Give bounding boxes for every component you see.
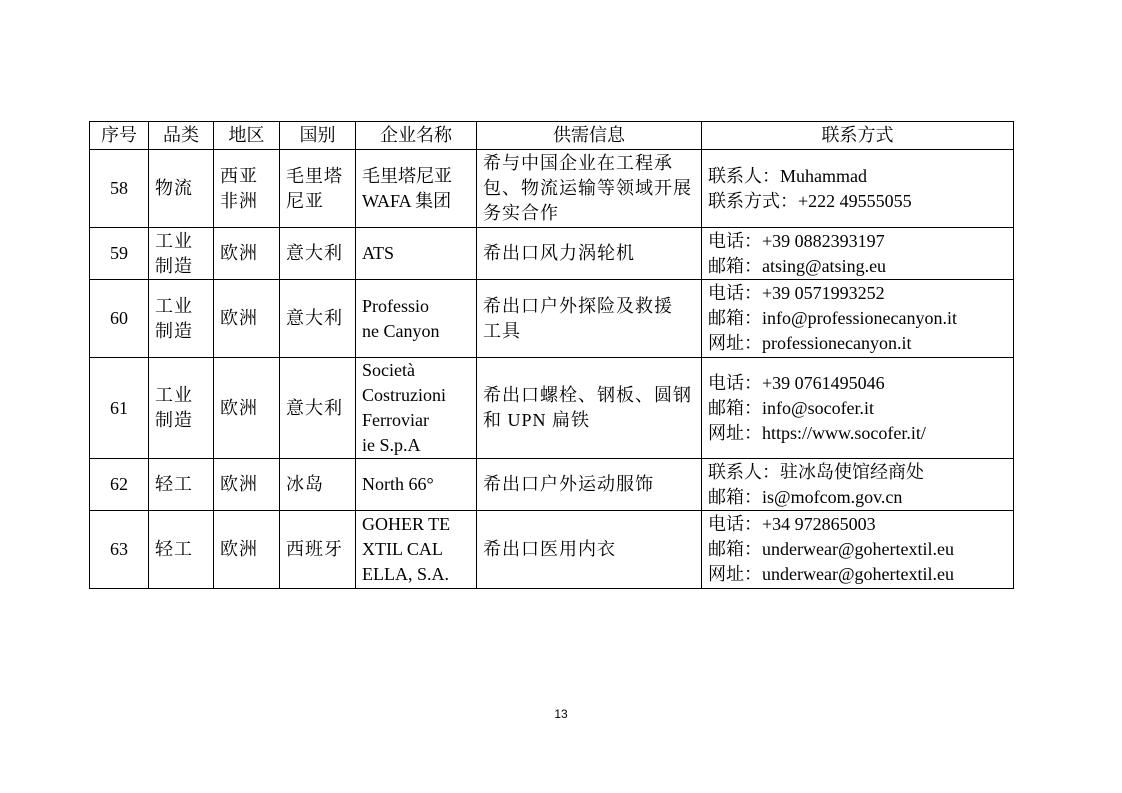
cell-company [356,228,477,280]
cell-region-line: 欧洲 [220,474,258,494]
cell-info-line: 务实合作 [483,203,559,223]
cell-category [149,459,214,511]
cell-country-line: 意大利 [286,243,343,263]
cell-company [356,358,477,459]
cell-category-line: 工业 [155,295,193,316]
table-row [90,228,1014,280]
cell-category-line: 物流 [155,178,193,198]
cell-info [477,228,702,280]
table-row [90,280,1014,358]
cell-contact-line: 电话：+39 0761495046 [708,372,885,393]
cell-company-line: ne Canyon [362,320,440,341]
cell-company-line: 毛里塔尼亚 [362,165,452,186]
cell-contact [702,358,1014,459]
cell-info-line: 希出口户外探险及救援 [483,295,673,316]
cell-category-line: 制造 [155,320,193,341]
cell-info-line: 包、物流运输等领域开展 [483,178,692,198]
cell-category-line: 工业 [155,385,193,405]
cell-contact-line: 联系人：驻冰岛使馆经商处 [708,461,924,482]
cell-info-line: 希与中国企业在工程承 [483,153,673,173]
cell-contact-line: 邮箱：info@socofer.it [708,397,875,418]
cell-contact-line: 电话：+39 0571993252 [708,283,885,303]
header-country: 国别 [280,122,356,150]
cell-info [477,280,702,358]
cell-region [214,150,280,228]
cell-category [149,228,214,280]
cell-country-line: 意大利 [286,397,343,418]
cell-company-line: GOHER TE [362,514,451,534]
header-row [90,122,1014,150]
cell-country [280,228,356,280]
cell-info [477,150,702,228]
cell-no: 58 [90,150,149,228]
cell-region [214,228,280,280]
header-contact: 联系方式 [702,122,1014,150]
cell-company [356,280,477,358]
table-row [90,459,1014,511]
cell-region [214,280,280,358]
cell-region [214,358,280,459]
cell-country [280,150,356,228]
cell-company-line: WAFA 集团 [362,190,452,211]
cell-company-line: XTIL CAL [362,539,443,559]
table-header [90,122,1014,150]
cell-contact-line: 联系方式：+222 49555055 [708,190,912,211]
cell-company [356,511,477,589]
cell-region [214,511,280,589]
cell-info-line: 工具 [483,320,521,341]
cell-no: 60 [90,280,149,358]
cell-country [280,459,356,511]
cell-company-line: ATS [362,243,395,263]
cell-contact-line: 电话：+34 972865003 [708,514,876,534]
cell-contact-line: 邮箱：is@mofcom.gov.cn [708,486,903,507]
cell-company-line: Ferroviar [362,410,429,430]
cell-category-line: 制造 [155,410,193,430]
cell-company-line: North 66° [362,474,434,494]
cell-info-line: 和 UPN 扁铁 [483,410,591,430]
cell-country-line: 意大利 [286,308,343,328]
cell-region-line: 欧洲 [220,308,258,328]
table-row [90,511,1014,589]
cell-contact-line: 邮箱：info@professionecanyon.it [708,308,958,328]
cell-company [356,150,477,228]
cell-company-line: Professio [362,295,429,316]
header-info: 供需信息 [477,122,702,150]
table-row [90,358,1014,459]
cell-category [149,150,214,228]
cell-region-line: 非洲 [220,190,258,211]
cell-country-line: 冰岛 [286,474,324,494]
table-body [90,150,1014,589]
header-no: 序号 [90,122,149,150]
cell-category-line: 工业 [155,230,193,251]
cell-category [149,511,214,589]
cell-contact [702,459,1014,511]
cell-contact-line: 电话：+39 0882393197 [708,230,885,251]
cell-country-line: 尼亚 [286,190,324,211]
cell-country [280,511,356,589]
cell-contact [702,150,1014,228]
cell-category-line: 制造 [155,255,193,276]
cell-no: 61 [90,358,149,459]
cell-company-line: ELLA, S.A. [362,564,449,584]
cell-contact-line: 网址：https://www.socofer.it/ [708,422,926,443]
header-region: 地区 [214,122,280,150]
page-number: 13 [554,707,568,721]
cell-no: 62 [90,459,149,511]
cell-region-line: 欧洲 [220,539,258,559]
cell-info [477,459,702,511]
cell-country [280,280,356,358]
cell-region-line: 西亚 [220,165,258,186]
cell-no: 59 [90,228,149,280]
cell-contact-line: 网址：professionecanyon.it [708,333,912,353]
cell-no: 63 [90,511,149,589]
cell-info [477,358,702,459]
header-company: 企业名称 [356,122,477,150]
cell-contact-line: 邮箱：atsing@atsing.eu [708,255,887,276]
cell-contact-line: 邮箱：underwear@gohertextil.eu [708,539,954,559]
cell-info [477,511,702,589]
cell-category [149,358,214,459]
cell-contact [702,511,1014,589]
cell-region-line: 欧洲 [220,243,258,263]
cell-country [280,358,356,459]
cell-country-line: 西班牙 [286,539,343,559]
cell-category-line: 轻工 [155,474,193,494]
cell-company-line: Società [362,360,415,380]
cell-company [356,459,477,511]
cell-info-line: 希出口风力涡轮机 [483,243,635,263]
cell-contact-line: 网址：underwear@gohertextil.eu [708,564,954,584]
cell-contact [702,280,1014,358]
table-row [90,150,1014,228]
cell-info-line: 希出口螺栓、钢板、圆钢 [483,385,692,405]
cell-region-line: 欧洲 [220,397,258,418]
supply-demand-table [89,121,1014,589]
cell-contact [702,228,1014,280]
cell-info-line: 希出口医用内衣 [483,539,616,559]
cell-category-line: 轻工 [155,539,193,559]
cell-info-line: 希出口户外运动服饰 [483,474,654,494]
cell-category [149,280,214,358]
cell-contact-line: 联系人：Muhammad [708,165,867,186]
cell-company-line: ie S.p.A [362,435,421,455]
header-category: 品类 [149,122,214,150]
cell-region [214,459,280,511]
cell-company-line: Costruzioni [362,385,446,405]
cell-country-line: 毛里塔 [286,165,343,186]
